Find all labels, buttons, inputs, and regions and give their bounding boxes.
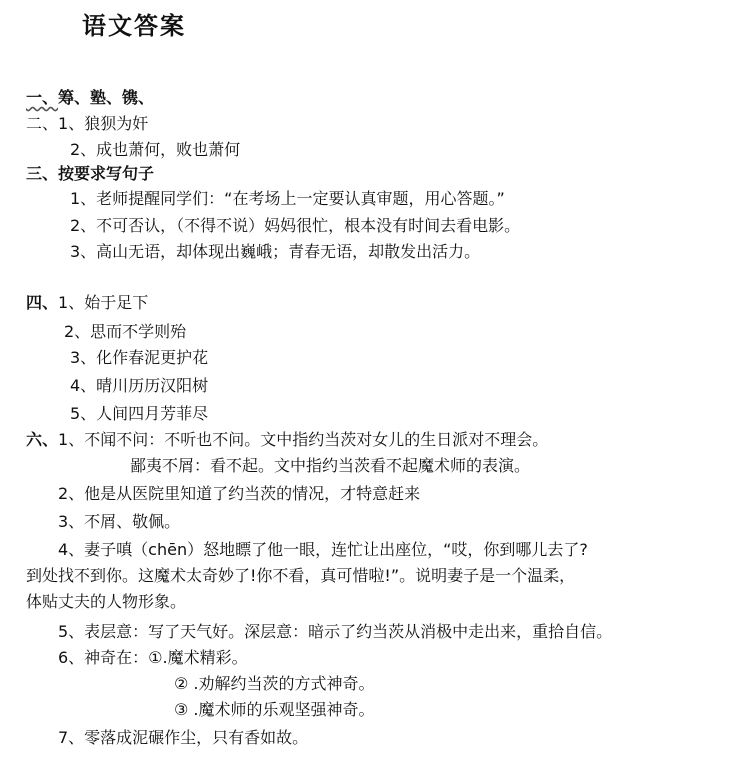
answer-text: 1、始于足下 (58, 293, 149, 312)
answer-line (26, 164, 154, 184)
section-marker: 三、 (26, 164, 59, 183)
answer-text: 1、狼狈为奸 (58, 114, 149, 133)
answer-text: 到处找不到你。这魔术太奇妙了!你不看，真可惜啦!”。说明妻子是一个温柔， (26, 566, 576, 585)
answer-text: 2、不可否认，（不得不说）妈妈很忙，根本没有时间去看电影。 (70, 216, 521, 235)
answer-text: 5、表层意：写了天气好。深层意：暗示了约当茨从消极中走出来，重拾自信。 (58, 622, 613, 641)
answer-line (58, 622, 612, 642)
answer-text: 2、成也萧何，败也萧何 (70, 140, 241, 159)
answer-line (26, 430, 548, 450)
answer-text: 6、神奇在：①.魔术精彩。 (58, 648, 248, 667)
answer-line (58, 540, 588, 560)
answer-line (70, 376, 208, 396)
answer-text: 2、思而不学则殆 (64, 322, 187, 341)
answer-text: 1、不闻不问：不听也不问。文中指约当茨对女儿的生日派对不理会。 (58, 430, 549, 449)
answer-text: 鄙夷不屑：看不起。文中指约当茨看不起魔术师的表演。 (130, 456, 531, 475)
answer-text: 5、人间四月芳菲尽 (70, 404, 209, 423)
answer-line (174, 674, 375, 694)
answer-line (70, 140, 240, 160)
answer-text: 3、不屑、敬佩。 (58, 512, 181, 531)
answer-line (26, 592, 186, 612)
answer-line (130, 456, 530, 476)
section-marker: 一、 (26, 88, 59, 107)
answer-text: 筹、塾、镌、 (58, 88, 155, 107)
page-title: 语文答案 (82, 12, 186, 40)
section-marker: 二、 (26, 114, 59, 133)
answer-line (58, 728, 308, 748)
answer-text: 1、老师提醒同学们：“在考场上一定要认真审题，用心答题。” (70, 189, 505, 208)
answer-text: 3、高山无语，却体现出巍峨；青春无语，却散发出活力。 (70, 242, 481, 261)
answer-line (58, 484, 420, 504)
answer-line (26, 293, 148, 313)
answer-line (70, 404, 208, 424)
answer-line (70, 216, 520, 236)
answer-line (70, 348, 208, 368)
section-marker: 四、 (26, 293, 59, 312)
answer-line (58, 648, 248, 668)
answer-text: ② .劝解约当茨的方式神奇。 (174, 674, 375, 693)
answer-text: 3、化作春泥更护花 (70, 348, 209, 367)
answer-line (58, 512, 180, 532)
answer-line (174, 700, 375, 720)
answer-text: ③ .魔术师的乐观坚强神奇。 (174, 700, 375, 719)
answer-text: 7、零落成泥碾作尘，只有香如故。 (58, 728, 309, 747)
answer-text: 4、妻子嗔（chēn）怒地瞟了他一眼，连忙让出座位，“哎，你到哪儿去了? (58, 540, 588, 559)
answer-line (70, 242, 480, 262)
answer-text: 按要求写句子 (58, 164, 155, 183)
section-marker: 六、 (26, 430, 59, 449)
answer-line (26, 566, 575, 586)
answer-line (64, 322, 186, 342)
answer-text: 体贴丈夫的人物形象。 (26, 592, 187, 611)
answer-text: 4、晴川历历汉阳树 (70, 376, 209, 395)
answer-line (26, 114, 148, 134)
answer-line (70, 189, 505, 209)
answer-line (26, 88, 154, 108)
answer-text: 2、他是从医院里知道了约当茨的情况，才特意赶来 (58, 484, 421, 503)
